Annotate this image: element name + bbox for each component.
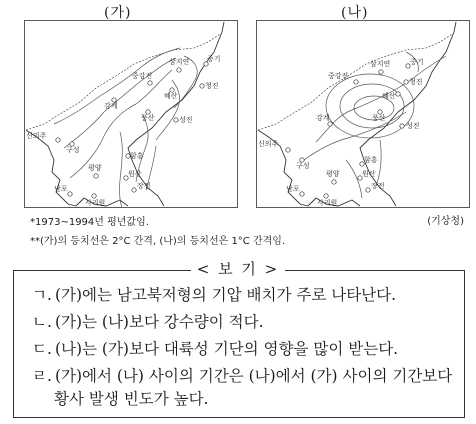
city-label: 혜산	[382, 92, 396, 100]
city-label: 성진	[179, 116, 193, 124]
option-d: ㄹ. (가)에서 (나) 사이의 기간은 (나)에서 (가) 사이의 기간보다	[32, 367, 453, 385]
city-label: 풍산	[372, 114, 386, 122]
city-label: 중강진	[328, 72, 349, 80]
map-a	[24, 20, 238, 208]
option-a: ㄱ. (가)에는 남고북저형의 기압 배치가 주로 나타난다.	[32, 286, 397, 304]
city-label: 남포	[286, 185, 300, 193]
city-label: 장전	[371, 182, 385, 190]
city-label: 원산	[362, 170, 376, 178]
note-line-2: **(가)의 등치선은 2°C 간격, (나)의 등치선은 1°C 간격임.	[30, 236, 286, 247]
city-label: 함흥	[364, 156, 378, 164]
city-label: 사리원	[85, 199, 106, 207]
city-label: 중기	[207, 55, 221, 63]
city-label: 남포	[54, 185, 68, 193]
city-label: 구성	[296, 162, 310, 170]
city-label: 신의주	[258, 140, 279, 148]
map-b-label: (나)	[341, 5, 369, 21]
city-label: 원산	[128, 170, 142, 178]
city-label: 강계	[316, 114, 330, 122]
option-d-continued: 황사 발생 빈도가 높다.	[54, 390, 209, 408]
city-label: 평양	[88, 164, 102, 172]
city-label: 중강진	[132, 72, 153, 80]
city-label: 강계	[104, 102, 118, 110]
option-b: ㄴ. (가)는 (나)보다 강수량이 적다.	[32, 313, 264, 331]
city-label: 풍산	[141, 114, 155, 122]
city-label: 중기	[410, 58, 424, 66]
map-a-label: (가)	[104, 5, 132, 21]
options-box-title: < 보 기 >	[0, 258, 476, 279]
city-label: 삼지연	[169, 58, 190, 66]
city-label: 장전	[137, 182, 151, 190]
map-b	[256, 20, 470, 208]
city-label: 청진	[205, 82, 219, 90]
city-label: 함흥	[130, 152, 144, 160]
source-label: (기상청)	[427, 216, 464, 227]
city-label: 신의주	[26, 132, 47, 140]
city-label: 사리원	[317, 199, 338, 207]
city-label: 성진	[406, 122, 420, 130]
city-label: 청진	[409, 78, 423, 86]
option-c: ㄷ. (나)는 (가)보다 대륙성 기단의 영향을 많이 받는다.	[32, 340, 399, 358]
city-label: 평양	[326, 170, 340, 178]
city-label: 혜산	[164, 92, 178, 100]
city-label: 삼지연	[370, 60, 391, 68]
note-line-1: *1973~1994년 평년값임.	[30, 217, 149, 228]
city-label: 구성	[66, 146, 80, 154]
